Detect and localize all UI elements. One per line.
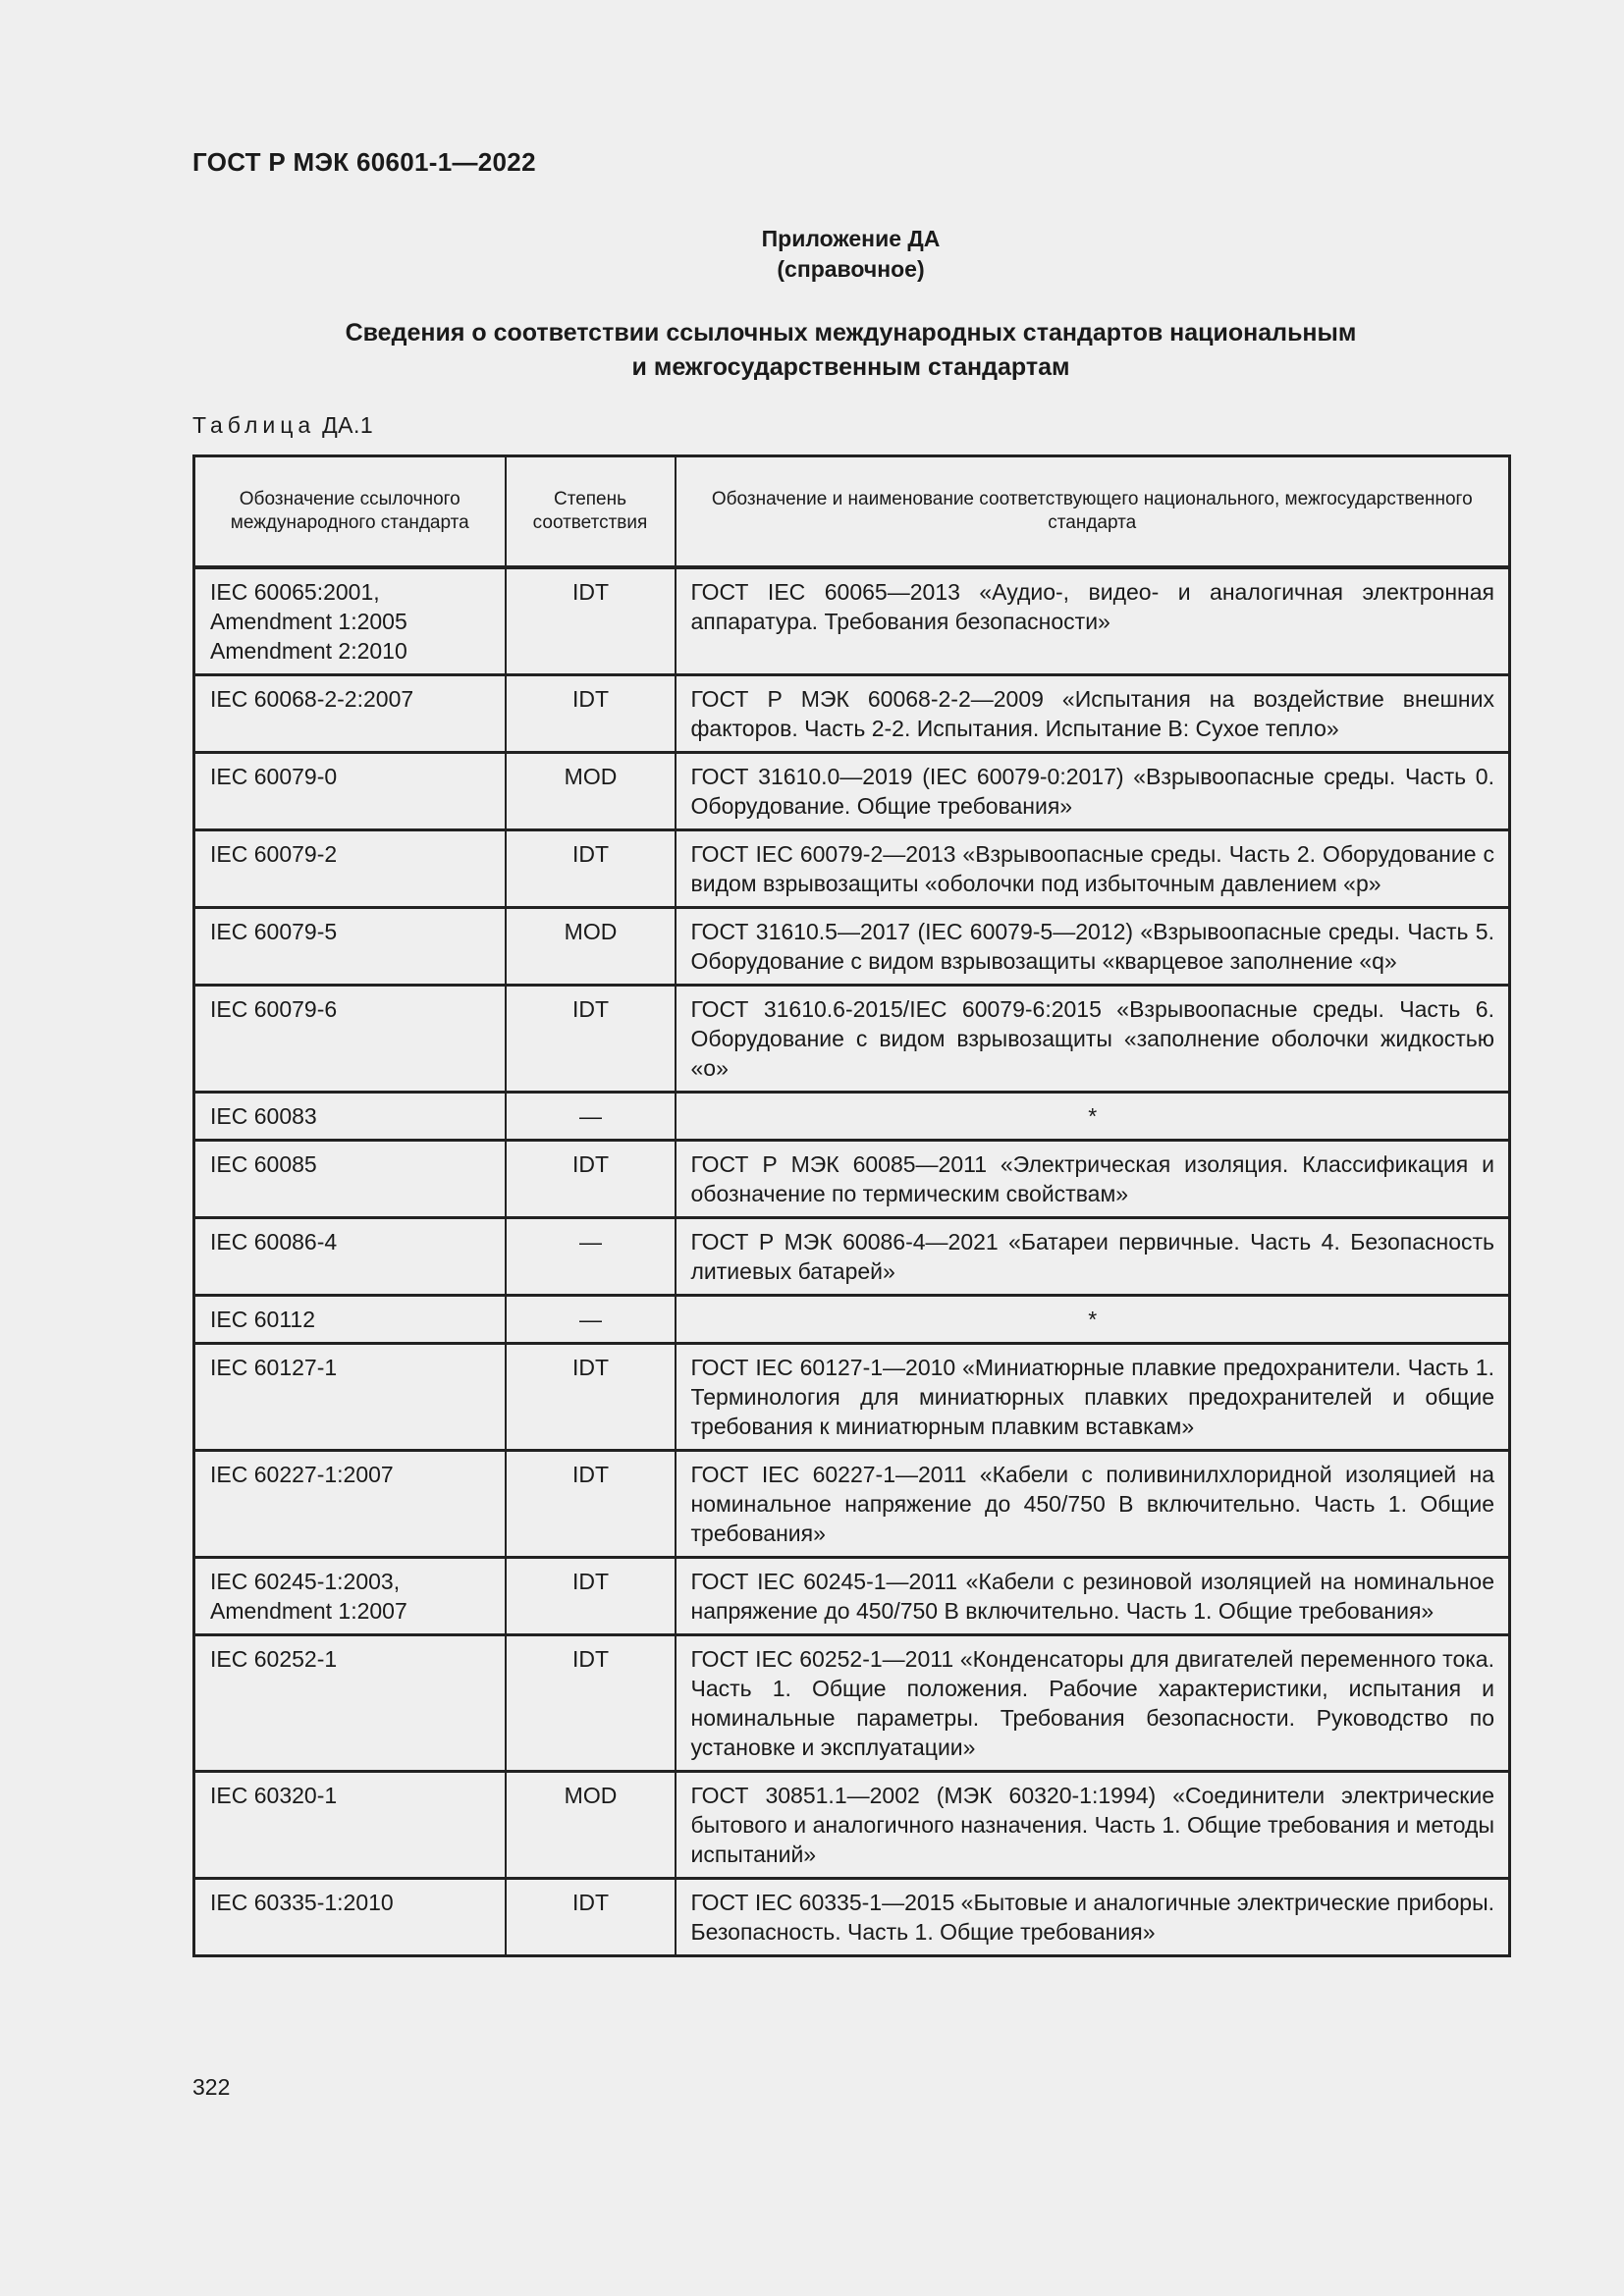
national-standard-cell: ГОСТ IEC 60065—2013 «Аудио-, видео- и аналогичная электронная аппаратура. Требования безопасности» bbox=[676, 567, 1510, 675]
degree-cell: IDT bbox=[506, 1879, 676, 1956]
reference-standard-cell: IEC 60252-1 bbox=[194, 1635, 506, 1772]
national-standard-cell: ГОСТ IEC 60127-1—2010 «Миниатюрные плавкие предохранители. Часть 1. Терминология для миниатюрных плавких предохранителей и общие требования к миниатюрным плавким вставкам» bbox=[676, 1344, 1510, 1451]
degree-cell: — bbox=[506, 1093, 676, 1141]
reference-standard-cell: IEC 60335-1:2010 bbox=[194, 1879, 506, 1956]
national-standard-cell: ГОСТ Р МЭК 60068-2-2—2009 «Испытания на воздействие внешних факторов. Часть 2-2. Испытания. Испытание В: Сухое тепло» bbox=[676, 675, 1510, 753]
national-standard-cell: ГОСТ Р МЭК 60085—2011 «Электрическая изоляция. Классификация и обозначение по термическим свойствам» bbox=[676, 1141, 1510, 1218]
appendix-subtitle: (справочное) bbox=[777, 256, 925, 282]
reference-standard-cell: IEC 60320-1 bbox=[194, 1772, 506, 1879]
degree-cell: IDT bbox=[506, 1344, 676, 1451]
table-row bbox=[194, 1218, 1510, 1296]
reference-standard-cell: IEC 60065:2001, Amendment 1:2005 Amendment 2:2010 bbox=[194, 567, 506, 675]
table-row bbox=[194, 1141, 1510, 1218]
degree-cell: IDT bbox=[506, 1451, 676, 1558]
reference-standard-cell: IEC 60079-6 bbox=[194, 986, 506, 1093]
national-standard-cell: ГОСТ 31610.5—2017 (IEC 60079-5—2012) «Взрывоопасные среды. Часть 5. Оборудование с видом взрывозащиты «кварцевое заполнение «q» bbox=[676, 908, 1510, 986]
document-id: ГОСТ Р МЭК 60601-1—2022 bbox=[192, 147, 536, 177]
reference-standard-cell: IEC 60068-2-2:2007 bbox=[194, 675, 506, 753]
header-national-standard: Обозначение и наименование соответствующего национального, межгосударственного стандарта bbox=[676, 456, 1510, 568]
appendix-title: Приложение ДА bbox=[761, 226, 941, 251]
national-standard-cell: * bbox=[676, 1296, 1510, 1344]
national-standard-cell: ГОСТ IEC 60227-1—2011 «Кабели с поливинилхлоридной изоляцией на номинальное напряжение до 450/750 В включительно. Часть 1. Общие требования» bbox=[676, 1451, 1510, 1558]
degree-cell: IDT bbox=[506, 675, 676, 753]
degree-cell: MOD bbox=[506, 908, 676, 986]
reference-standard-cell: IEC 60127-1 bbox=[194, 1344, 506, 1451]
section-title-line-2: и межгосударственным стандартам bbox=[631, 353, 1070, 381]
section-title bbox=[0, 316, 1624, 385]
table-row bbox=[194, 567, 1510, 675]
reference-standard-cell: IEC 60085 bbox=[194, 1141, 506, 1218]
national-standard-cell: ГОСТ IEC 60079-2—2013 «Взрывоопасные среды. Часть 2. Оборудование с видом взрывозащиты «оболочки под избыточным давлением «р» bbox=[676, 830, 1510, 908]
page-number: 322 bbox=[192, 2074, 231, 2100]
header-degree-of-conformity: Степень соответствия bbox=[506, 456, 676, 568]
appendix-heading bbox=[0, 224, 1624, 285]
degree-cell: IDT bbox=[506, 1141, 676, 1218]
degree-cell: IDT bbox=[506, 1635, 676, 1772]
reference-standard-cell: IEC 60086-4 bbox=[194, 1218, 506, 1296]
national-standard-cell: ГОСТ IEC 60335-1—2015 «Бытовые и аналогичные электрические приборы. Безопасность. Часть 1. Общие требования» bbox=[676, 1879, 1510, 1956]
table-row bbox=[194, 1296, 1510, 1344]
reference-standard-cell: IEC 60083 bbox=[194, 1093, 506, 1141]
table-row bbox=[194, 1344, 1510, 1451]
table-caption bbox=[192, 412, 373, 439]
table-row bbox=[194, 753, 1510, 830]
table-row bbox=[194, 675, 1510, 753]
table-row bbox=[194, 1772, 1510, 1879]
degree-cell: MOD bbox=[506, 1772, 676, 1879]
table-row bbox=[194, 1558, 1510, 1635]
table-row bbox=[194, 1451, 1510, 1558]
degree-cell: IDT bbox=[506, 830, 676, 908]
table-row bbox=[194, 1635, 1510, 1772]
national-standard-cell: ГОСТ 30851.1—2002 (МЭК 60320-1:1994) «Соединители электрические бытового и аналогичного назначения. Часть 1. Общие требования и методы испытаний» bbox=[676, 1772, 1510, 1879]
reference-standard-cell: IEC 60079-5 bbox=[194, 908, 506, 986]
reference-standard-cell: IEC 60079-0 bbox=[194, 753, 506, 830]
reference-standard-cell: IEC 60079-2 bbox=[194, 830, 506, 908]
degree-cell: — bbox=[506, 1218, 676, 1296]
national-standard-cell: ГОСТ Р МЭК 60086-4—2021 «Батареи первичные. Часть 4. Безопасность литиевых батарей» bbox=[676, 1218, 1510, 1296]
national-standard-cell: ГОСТ IEC 60245-1—2011 «Кабели с резиновой изоляцией на номинальное напряжение до 450/750 В включительно. Часть 1. Общие требования» bbox=[676, 1558, 1510, 1635]
section-title-line-1: Сведения о соответствии ссылочных международных стандартов национальным bbox=[345, 319, 1357, 347]
national-standard-cell: * bbox=[676, 1093, 1510, 1141]
table-row bbox=[194, 830, 1510, 908]
table-body bbox=[194, 567, 1510, 1956]
reference-standard-cell: IEC 60227-1:2007 bbox=[194, 1451, 506, 1558]
national-standard-cell: ГОСТ 31610.0—2019 (IEC 60079-0:2017) «Взрывоопасные среды. Часть 0. Оборудование. Общие требования» bbox=[676, 753, 1510, 830]
degree-cell: IDT bbox=[506, 986, 676, 1093]
degree-cell: IDT bbox=[506, 567, 676, 675]
table-row bbox=[194, 908, 1510, 986]
reference-standard-cell: IEC 60245-1:2003, Amendment 1:2007 bbox=[194, 1558, 506, 1635]
degree-cell: IDT bbox=[506, 1558, 676, 1635]
table-caption-word: Таблица bbox=[192, 412, 316, 438]
degree-cell: MOD bbox=[506, 753, 676, 830]
standards-table bbox=[192, 454, 1511, 1957]
table-row bbox=[194, 1879, 1510, 1956]
header-reference-standard: Обозначение ссылочного международного стандарта bbox=[194, 456, 506, 568]
national-standard-cell: ГОСТ 31610.6-2015/IEC 60079-6:2015 «Взрывоопасные среды. Часть 6. Оборудование с видом взрывозащиты «заполнение оболочки жидкостью «о» bbox=[676, 986, 1510, 1093]
reference-standard-cell: IEC 60112 bbox=[194, 1296, 506, 1344]
table-row bbox=[194, 1093, 1510, 1141]
table-caption-number: ДА.1 bbox=[322, 412, 374, 438]
national-standard-cell: ГОСТ IEC 60252-1—2011 «Конденсаторы для двигателей переменного тока. Часть 1. Общие положения. Рабочие характеристики, испытания и номинальные параметры. Требования безопасности. Руководство по установке и эксплуатации» bbox=[676, 1635, 1510, 1772]
degree-cell: — bbox=[506, 1296, 676, 1344]
table-row bbox=[194, 986, 1510, 1093]
table-header-row bbox=[194, 456, 1510, 568]
